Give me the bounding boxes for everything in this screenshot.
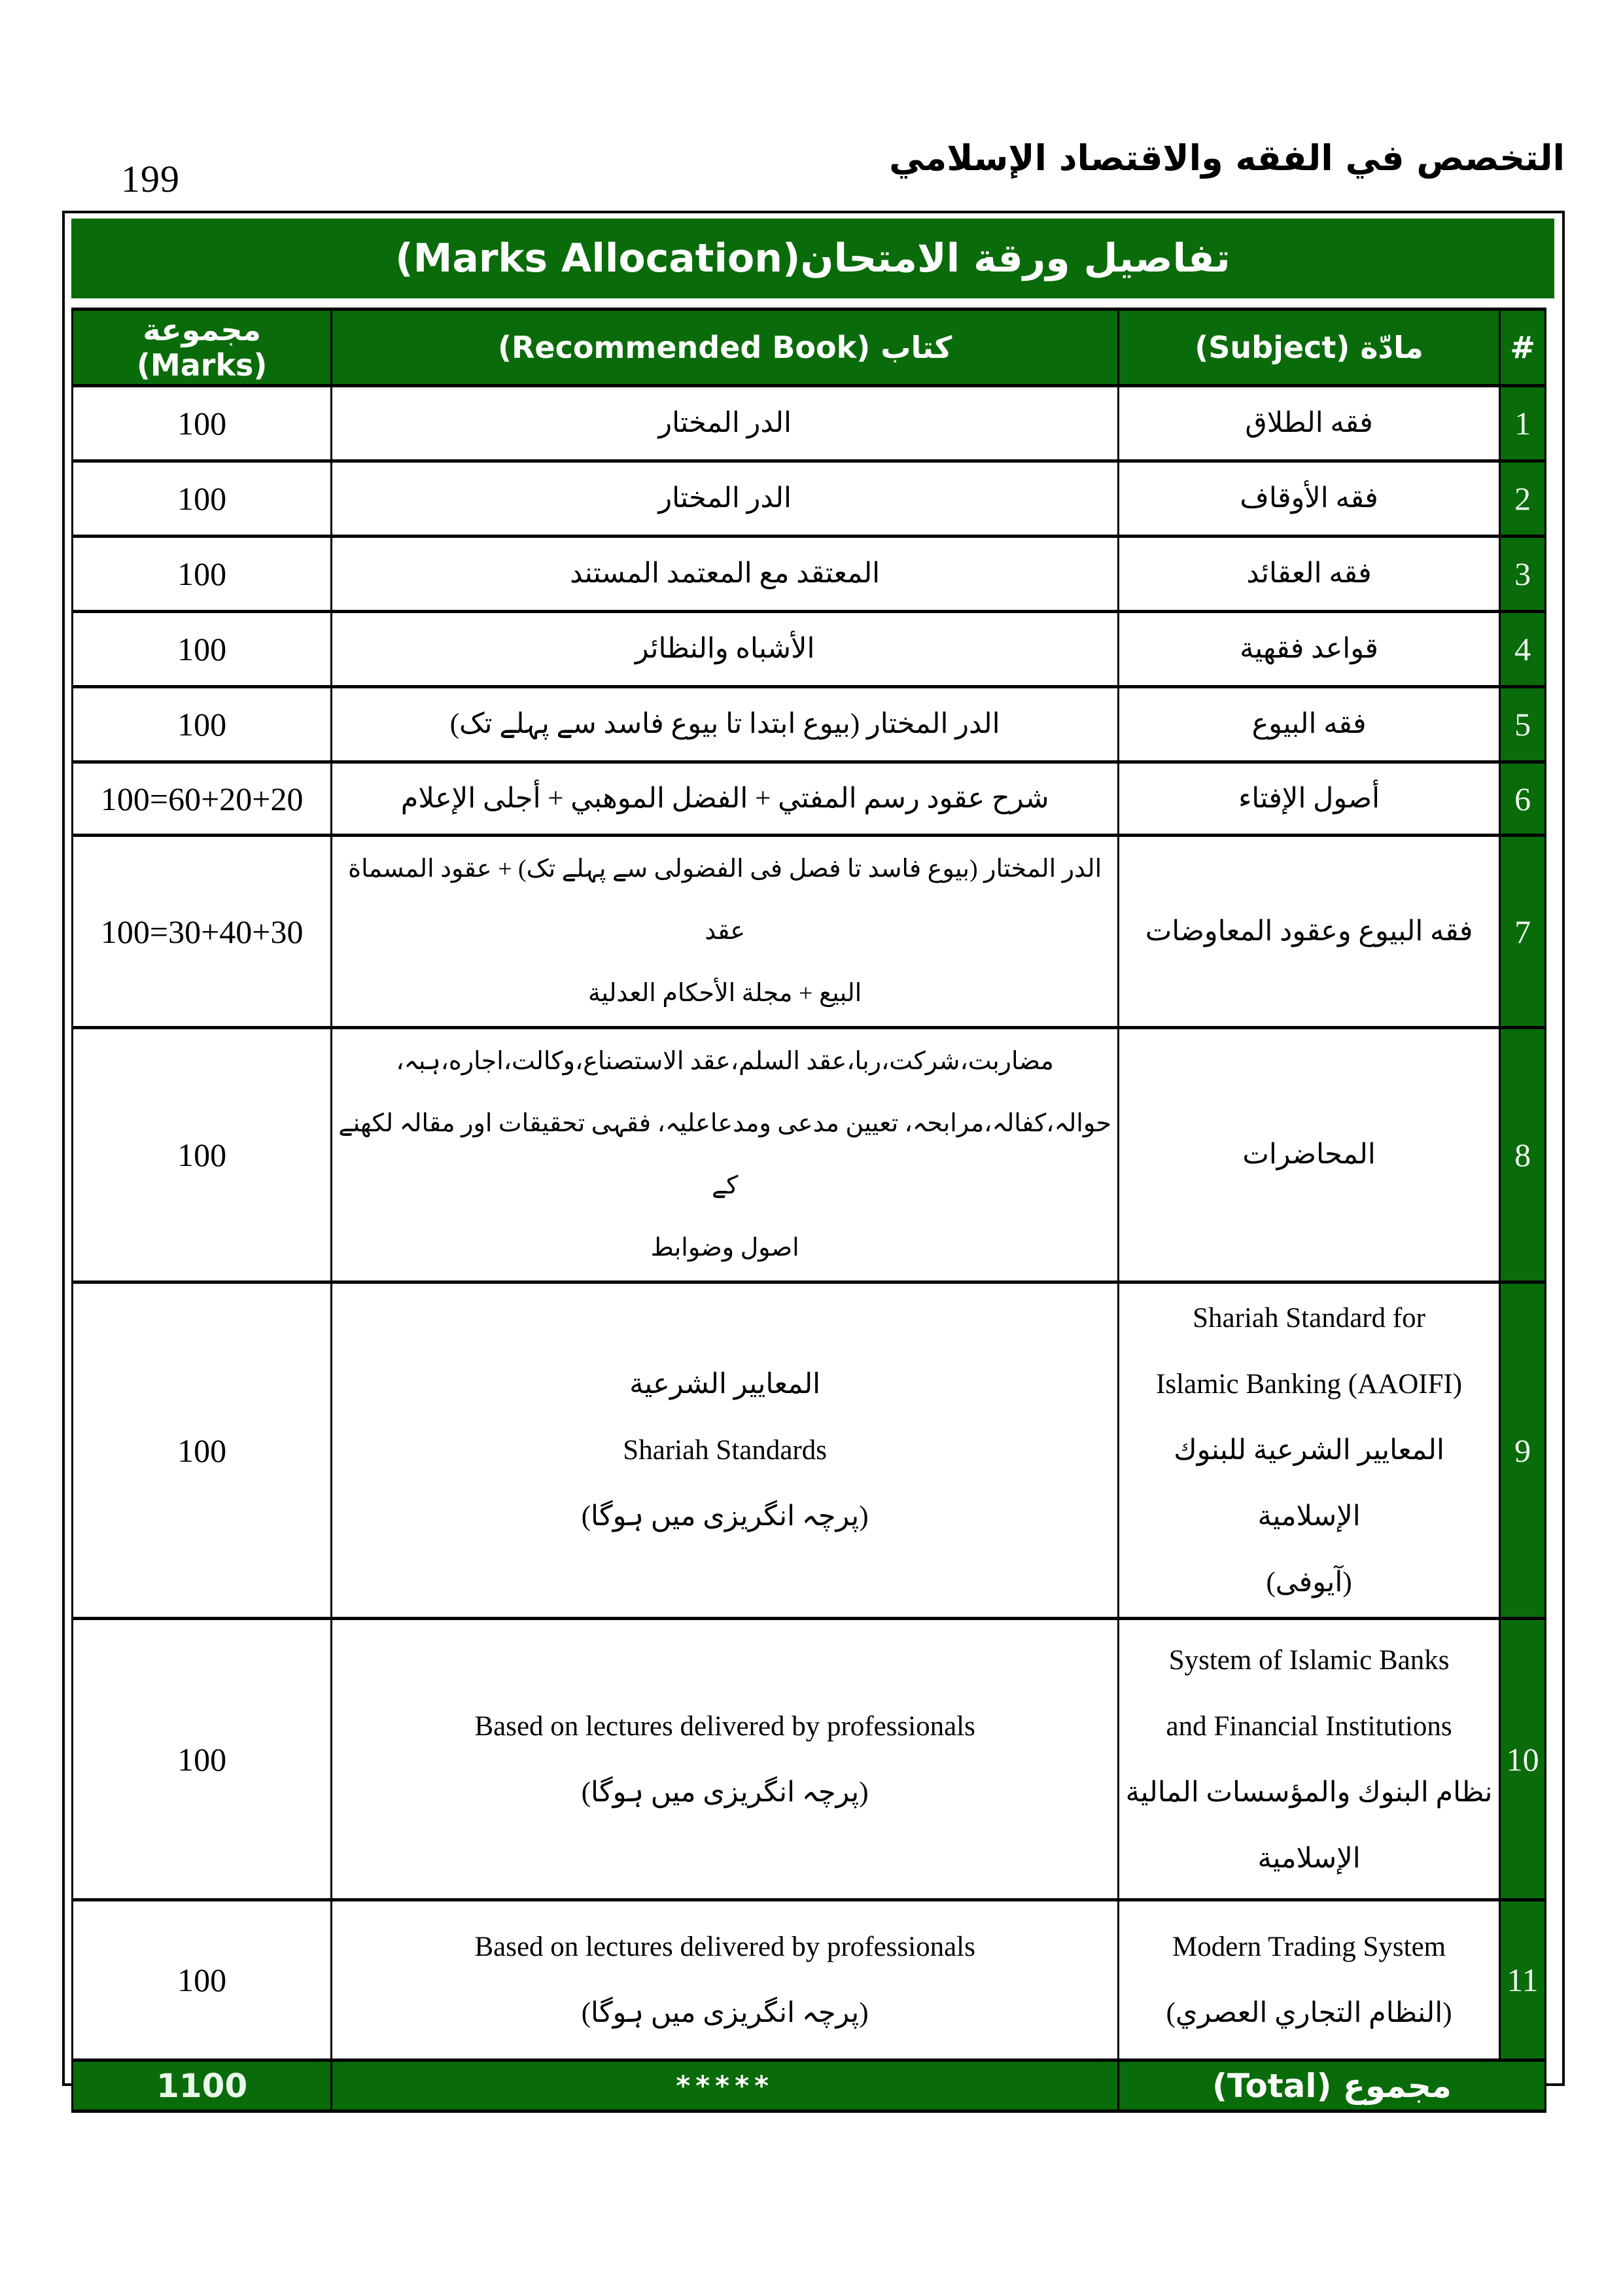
cell-line: (النظام التجاري العصري) [1166, 1998, 1452, 2029]
cell-line: اصول وضوابط [650, 1234, 799, 1262]
cell-line: حوالہ،کفالہ،مرابحہ، تعیین مدعی ومدعاعلیہ، فقہی تحقیقات اور مقالہ لکھنے کے [338, 1110, 1111, 1199]
total-stars-cell: ***** [332, 2060, 1119, 2111]
header-row [73, 309, 1546, 386]
marks-cell [73, 537, 332, 612]
cell-line: الدر المختار [658, 483, 792, 514]
cell-line: 9 [1514, 1432, 1531, 1469]
cell-line: فقه البيوع وعقود المعاوضات [1145, 915, 1473, 947]
cell-line: فقه العقائد [1246, 558, 1372, 590]
table-title: تفاصيل ورقة الامتحان(Marks Allocation) [71, 219, 1554, 298]
table-row [73, 537, 1546, 612]
book-cell [332, 461, 1119, 537]
book-cell [332, 762, 1119, 836]
cell-line: Based on lectures delivered by professionals [474, 1710, 975, 1742]
marks-cell [73, 1900, 332, 2060]
cell-line: المعتقد مع المعتمد المستند [570, 558, 881, 590]
cell-line: الدر المختار (بیوع فاسد تا فصل فی الفضولی سے پہلے تک) + عقود المسماة عقد [348, 855, 1102, 945]
cell-line: قواعد فقهية [1240, 633, 1378, 665]
cell-line: (پرچہ انگریزی میں ہوگا) [581, 1501, 869, 1532]
cell-line: Islamic Banking (AAOIFI) [1156, 1369, 1463, 1400]
cell-line: فقه البيوع [1251, 709, 1367, 740]
table-row [73, 612, 1546, 687]
subject-cell [1118, 386, 1499, 461]
cell-line: المعايير الشرعية [629, 1369, 821, 1400]
cell-line: 100 [177, 1432, 227, 1469]
subject-cell [1118, 612, 1499, 687]
row-number-cell [1500, 762, 1546, 836]
cell-line: Shariah Standard for [1193, 1303, 1425, 1333]
cell-line: 100 [177, 1962, 227, 1999]
row-number-cell [1500, 1900, 1546, 2060]
book-cell [332, 612, 1119, 687]
cell-line: 10 [1506, 1740, 1539, 1778]
cell-line: 1 [1514, 405, 1531, 442]
cell-line: and Financial Institutions [1166, 1710, 1452, 1742]
marks-cell [73, 836, 332, 1028]
cell-line: 100 [177, 405, 227, 442]
cell-line: نظام البنوك والمؤسسات المالية [1125, 1776, 1493, 1808]
cell-line: الأشباه والنظائر [635, 633, 815, 665]
row-number-cell [1500, 1619, 1546, 1900]
row-number-cell [1500, 386, 1546, 461]
book-cell [332, 386, 1119, 461]
cell-line: Based on lectures delivered by professionals [474, 1932, 975, 1963]
book-cell [332, 1282, 1119, 1619]
cell-line: المحاضرات [1242, 1139, 1376, 1171]
cell-line: 6 [1514, 780, 1531, 817]
table-header [73, 309, 1546, 386]
marks-cell [73, 386, 332, 461]
row-number-cell [1500, 612, 1546, 687]
marks-cell [73, 687, 332, 762]
cell-line: 100 [177, 556, 227, 592]
subject-cell [1118, 687, 1499, 762]
table-row [73, 1900, 1546, 2060]
cell-line: (پرچہ انگریزی میں ہوگا) [581, 1998, 869, 2029]
row-number-cell [1500, 461, 1546, 537]
row-number-cell [1500, 1282, 1546, 1619]
subject-cell [1118, 1619, 1499, 1900]
cell-line: Modern Trading System [1172, 1932, 1446, 1963]
row-number-cell [1500, 836, 1546, 1028]
cell-line: فقه الطلاق [1245, 408, 1373, 439]
table-row [73, 836, 1546, 1028]
marks-cell [73, 1028, 332, 1282]
row-number-cell [1500, 1028, 1546, 1282]
subject-cell [1118, 537, 1499, 612]
cell-line: 100 [177, 480, 227, 517]
book-cell [332, 1028, 1119, 1282]
row-number-cell [1500, 537, 1546, 612]
page-topline [62, 137, 1565, 216]
book-cell [332, 1900, 1119, 2060]
total-row [73, 2060, 1546, 2111]
table-row [73, 762, 1546, 836]
cell-line: 8 [1514, 1137, 1531, 1173]
total-label-cell: مجموع (Total) [1118, 2060, 1545, 2111]
book-cell [332, 537, 1119, 612]
cell-line: 3 [1514, 556, 1531, 592]
cell-line: البيع + مجلة الأحكام العدلية [588, 980, 862, 1007]
marks-cell [73, 762, 332, 836]
cell-line: فقه الأوقاف [1240, 483, 1378, 514]
table-row [73, 1282, 1546, 1619]
table-body [73, 386, 1546, 2060]
page-number: 199 [121, 158, 180, 200]
cell-line: 100=60+20+20 [100, 780, 304, 817]
cell-line: (پرچہ انگریزی میں ہوگا) [581, 1776, 869, 1808]
total-marks-cell: 1100 [73, 2060, 332, 2111]
cell-line: الدر المختار (بیوع ابتدا تا بیوع فاسد سے پہلے تک) [449, 709, 1000, 740]
subject-cell [1118, 1282, 1499, 1619]
row-number-cell [1500, 687, 1546, 762]
cell-line: 11 [1507, 1962, 1539, 1999]
subject-cell [1118, 836, 1499, 1028]
col-header-marks: مجموعة (Marks) [73, 309, 332, 386]
cell-line: شرح عقود رسم المفتي + الفضل الموهبي + أجلى الإعلام [400, 783, 1049, 814]
document-frame [62, 211, 1565, 2105]
cell-line: Shariah Standards [623, 1435, 827, 1466]
cell-line: 5 [1514, 706, 1531, 743]
subject-cell [1118, 762, 1499, 836]
subject-cell [1118, 1900, 1499, 2060]
cell-line: مضاربت،شرکت،ربا،عقد السلم،عقد الاستصناع،وکالت،اجاره،ہبہ، [396, 1048, 1054, 1075]
cell-line: المعايير الشرعية للبنوك الإسلامية [1174, 1435, 1444, 1532]
book-cell [332, 836, 1119, 1028]
cell-line: الإسلامية [1257, 1843, 1361, 1874]
col-header-book: كتاب (Recommended Book) [332, 309, 1119, 386]
cell-line: 100 [177, 706, 227, 743]
table-row [73, 687, 1546, 762]
cell-line: System of Islamic Banks [1168, 1644, 1450, 1676]
marks-cell [73, 461, 332, 537]
book-cell [332, 687, 1119, 762]
book-cell [332, 1619, 1119, 1900]
table-row [73, 1619, 1546, 1900]
cell-line: أصول الإفتاء [1238, 783, 1380, 814]
subject-cell [1118, 461, 1499, 537]
table-row [73, 386, 1546, 461]
marks-cell [73, 612, 332, 687]
cell-line: الدر المختار [658, 408, 792, 439]
subject-cell [1118, 1028, 1499, 1282]
page-header-arabic: التخصص في الفقه والاقتصاد الإسلامي [889, 137, 1565, 179]
cell-line: 100 [177, 631, 227, 667]
marks-cell [73, 1282, 332, 1619]
cell-line: 2 [1514, 480, 1531, 517]
cell-line: 100 [177, 1740, 227, 1778]
marks-table [71, 308, 1546, 2113]
cell-line: 4 [1514, 631, 1531, 667]
cell-line: (آيوفى) [1266, 1567, 1352, 1598]
cell-line: 100 [177, 1137, 227, 1173]
table-row [73, 461, 1546, 537]
col-header-num: # [1500, 309, 1546, 386]
table-row [73, 1028, 1546, 1282]
cell-line: 100=30+40+30 [100, 913, 304, 950]
cell-line: 7 [1514, 913, 1531, 950]
marks-cell [73, 1619, 332, 1900]
col-header-subject: مادّة (Subject) [1118, 309, 1499, 386]
